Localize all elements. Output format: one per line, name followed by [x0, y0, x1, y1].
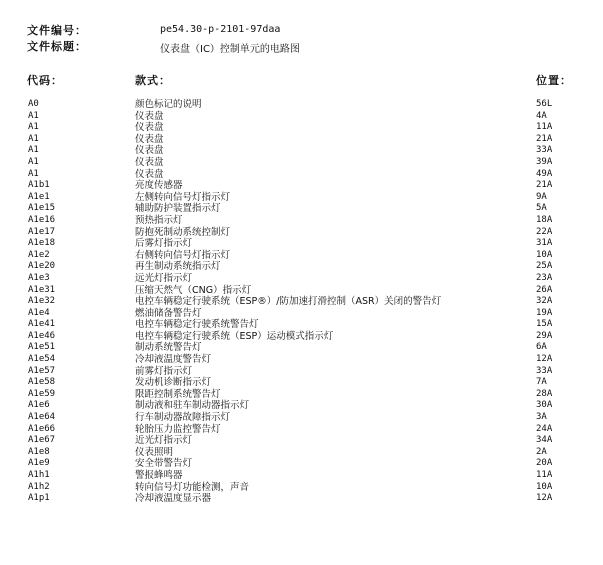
row-position: 26A [536, 284, 553, 295]
table-row [0, 285, 603, 297]
row-description: 转向信号灯功能检测，声音 [135, 481, 250, 493]
row-description: 辅助防护装置指示灯 [135, 203, 221, 215]
row-code: A1e31 [28, 284, 56, 295]
table-row [0, 169, 603, 181]
row-code: A1 [28, 133, 39, 144]
row-position: 9A [536, 191, 547, 202]
row-code: A1e3 [28, 272, 50, 283]
row-position: 11A [536, 122, 553, 133]
table-row [0, 227, 603, 239]
row-description: 限距控制系统警告灯 [135, 388, 221, 400]
table-row [0, 111, 603, 123]
row-description: 预热指示灯 [135, 214, 183, 226]
table-row [0, 319, 603, 331]
row-position: 23A [536, 272, 553, 283]
row-description: 电控车辆稳定行驶系统警告灯 [135, 319, 259, 331]
row-position: 2A [536, 446, 547, 457]
row-position: 20A [536, 458, 553, 469]
row-code: A1 [28, 122, 39, 133]
table-row [0, 377, 603, 389]
row-position: 12A [536, 354, 553, 365]
row-code: A1e15 [28, 203, 56, 214]
table-row [0, 458, 603, 470]
row-description: 压缩天然气（CNG）指示灯 [135, 284, 252, 296]
row-code: A1e51 [28, 342, 56, 353]
row-description: 发动机诊断指示灯 [135, 377, 212, 389]
doc-number-value: pe54.30-p-2101-97daa [160, 24, 281, 35]
table-row [0, 447, 603, 459]
row-code: A1e32 [28, 296, 56, 307]
row-description: 仪表盘 [135, 133, 164, 145]
row-position: 39A [536, 156, 553, 167]
row-code: A1e9 [28, 458, 50, 469]
row-code: A1e46 [28, 330, 56, 341]
row-position: 5A [536, 203, 547, 214]
table-row [0, 493, 603, 505]
row-description: 行车制动器故障指示灯 [135, 412, 231, 424]
row-description: 仪表盘 [135, 122, 164, 134]
doc-number-label: 文件编号： [27, 24, 87, 37]
table-row [0, 366, 603, 378]
row-position: 33A [536, 145, 553, 156]
row-description: 后雾灯指示灯 [135, 238, 193, 250]
row-code: A1e66 [28, 423, 56, 434]
row-code: A1e1 [28, 191, 50, 202]
row-position: 31A [536, 238, 553, 249]
row-code: A1p1 [28, 493, 50, 504]
table-row [0, 134, 603, 146]
row-code: A1e57 [28, 365, 56, 376]
table-row [0, 122, 603, 134]
row-position: 21A [536, 133, 553, 144]
row-position: 28A [536, 388, 553, 399]
row-description: 亮度传感器 [135, 180, 183, 192]
table-row [0, 157, 603, 169]
row-position: 22A [536, 226, 553, 237]
table-row [0, 435, 603, 447]
row-code: A1e16 [28, 214, 56, 225]
row-code: A1e54 [28, 354, 56, 365]
row-code: A1 [28, 156, 39, 167]
table-row [0, 389, 603, 401]
row-description: 仪表盘 [135, 145, 164, 157]
row-code: A1 [28, 110, 39, 121]
row-description: 防抱死制动系统控制灯 [135, 226, 231, 238]
row-description: 电控车辆稳定行驶系统（ESP®）/防加速打滑控制（ASR）关闭的警告灯 [135, 296, 442, 308]
row-position: 15A [536, 319, 553, 330]
row-description: 仪表盘 [135, 156, 164, 168]
row-position: 33A [536, 365, 553, 376]
row-code: A1 [28, 145, 39, 156]
table-row [0, 180, 603, 192]
component-table [0, 99, 603, 505]
table-row [0, 342, 603, 354]
row-position: 3A [536, 412, 547, 423]
table-row [0, 482, 603, 494]
row-position: 25A [536, 261, 553, 272]
row-description: 仪表盘 [135, 168, 164, 180]
row-position: 32A [536, 296, 553, 307]
row-description: 安全带警告灯 [135, 458, 193, 470]
row-code: A1e67 [28, 435, 56, 446]
row-description: 近光灯指示灯 [135, 435, 193, 447]
row-description: 再生制动系统指示灯 [135, 261, 221, 273]
row-code: A1e20 [28, 261, 56, 272]
row-description: 仪表照明 [135, 446, 174, 458]
table-row [0, 250, 603, 262]
doc-title-value: 仪表盘（IC）控制单元的电路图 [160, 44, 300, 55]
row-code: A1b1 [28, 180, 50, 191]
table-row [0, 99, 603, 111]
table-row [0, 412, 603, 424]
column-header-description: 款式： [135, 74, 171, 87]
row-description: 前雾灯指示灯 [135, 365, 193, 377]
row-position: 34A [536, 435, 553, 446]
row-code: A1e64 [28, 412, 56, 423]
row-code: A1 [28, 168, 39, 179]
row-code: A1e58 [28, 377, 56, 388]
row-position: 19A [536, 307, 553, 318]
row-description: 仪表盘 [135, 110, 164, 122]
row-description: 远光灯指示灯 [135, 272, 193, 284]
row-position: 56L [536, 99, 553, 109]
table-row [0, 215, 603, 227]
row-position: 4A [536, 110, 547, 121]
table-row [0, 308, 603, 320]
row-position: 49A [536, 168, 553, 179]
row-description: 冷却液温度警告灯 [135, 354, 212, 366]
row-code: A1h1 [28, 470, 50, 480]
row-description: 制动系统警告灯 [135, 342, 202, 354]
column-header-position: 位置： [536, 74, 572, 87]
table-row [0, 354, 603, 366]
row-code: A1e18 [28, 238, 56, 249]
row-position: 24A [536, 423, 553, 434]
table-row [0, 192, 603, 204]
table-row [0, 331, 603, 343]
row-code: A0 [28, 99, 39, 109]
row-position: 12A [536, 493, 553, 504]
row-code: A1h2 [28, 481, 50, 492]
row-description: 燃油储备警告灯 [135, 307, 202, 319]
row-position: 6A [536, 342, 547, 353]
row-position: 30A [536, 400, 553, 411]
row-description: 制动液和驻车制动器指示灯 [135, 400, 250, 412]
table-row [0, 273, 603, 285]
row-code: A1e8 [28, 446, 50, 457]
table-row [0, 470, 603, 482]
row-description: 轮胎压力监控警告灯 [135, 423, 221, 435]
row-code: A1e4 [28, 307, 50, 318]
table-row [0, 261, 603, 273]
row-code: A1e6 [28, 400, 50, 411]
column-header-code: 代码： [27, 74, 63, 87]
table-row [0, 145, 603, 157]
row-position: 10A [536, 249, 553, 260]
row-code: A1e41 [28, 319, 56, 330]
row-position: 21A [536, 180, 553, 191]
table-row [0, 203, 603, 215]
row-code: A1e2 [28, 249, 50, 260]
row-description: 电控车辆稳定行驶系统（ESP）运动模式指示灯 [135, 330, 334, 342]
table-row [0, 424, 603, 436]
row-description: 警报蜂鸣器 [135, 470, 183, 481]
row-position: 7A [536, 377, 547, 388]
row-description: 颜色标记的说明 [135, 99, 202, 110]
row-code: A1e17 [28, 226, 56, 237]
table-row [0, 400, 603, 412]
table-row [0, 296, 603, 308]
doc-title-label: 文件标题： [27, 40, 87, 53]
row-position: 18A [536, 214, 553, 225]
row-position: 11A [536, 470, 553, 480]
table-row [0, 238, 603, 250]
row-description: 左侧转向信号灯指示灯 [135, 191, 231, 203]
row-description: 右侧转向信号灯指示灯 [135, 249, 231, 261]
row-description: 冷却液温度显示器 [135, 493, 212, 505]
row-position: 29A [536, 330, 553, 341]
row-position: 10A [536, 481, 553, 492]
row-code: A1e59 [28, 388, 56, 399]
